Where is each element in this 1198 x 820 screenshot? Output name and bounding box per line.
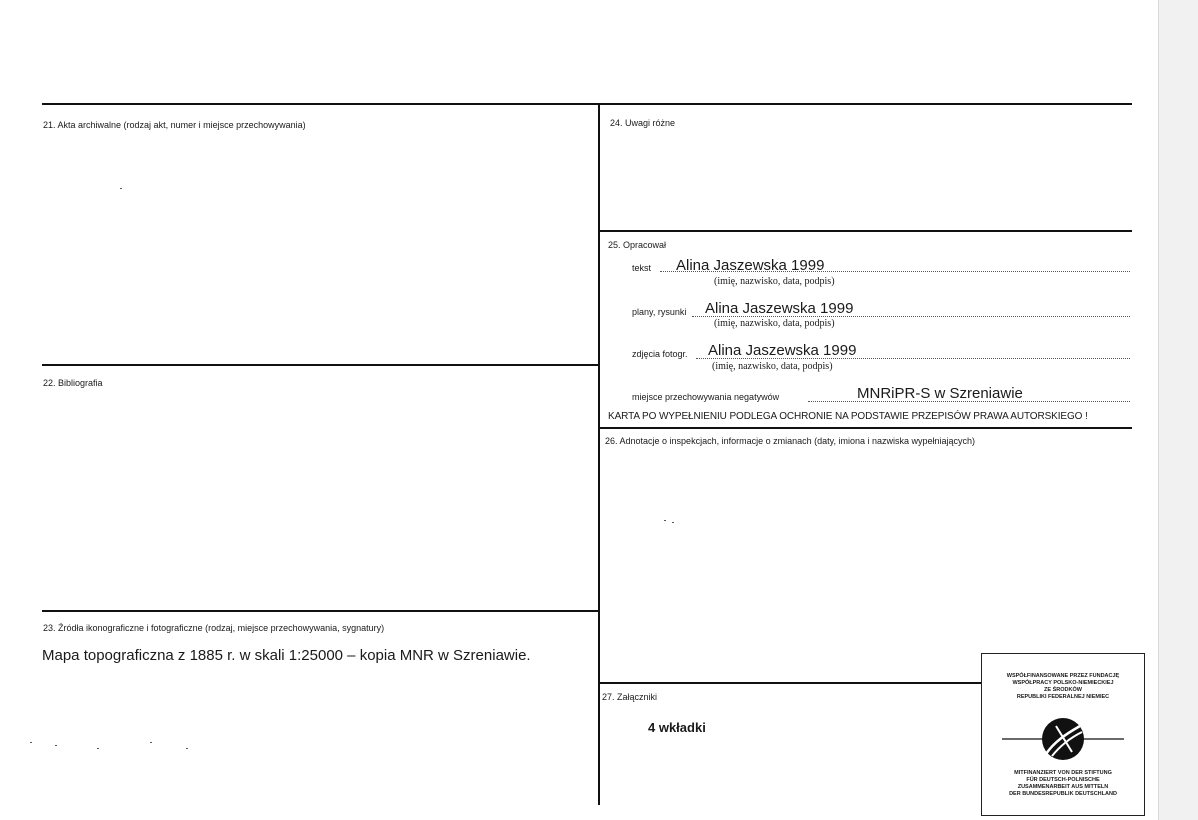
divider-24-25 xyxy=(600,230,1132,232)
foundation-logo-icon xyxy=(982,716,1144,762)
page-edge xyxy=(1158,0,1198,820)
section-21-label: 21. Akta archiwalne (rodzaj akt, numer i miejsce przechowywania) xyxy=(43,120,306,130)
negatywy-value: MNRiPR-S w Szreniawie xyxy=(857,385,1023,402)
center-divider xyxy=(598,103,600,805)
scan-speck xyxy=(97,748,99,749)
stamp-top-text: WSPÓŁFINANSOWANE PRZEZ FUNDACJĘ WSPÓŁPRACY POLSKO-NIEMIECKIEJ ZE ŚRODKÓW REPUBLIKI FEDERALNEJ NIEMIEC xyxy=(1006,673,1120,700)
scan-speck xyxy=(55,745,57,746)
section-26-label: 26. Adnotacje o inspekcjach, informacje o zmianach (daty, imiona i nazwiska wypełniających) xyxy=(605,436,976,446)
zdjecia-value: Alina Jaszewska 1999 xyxy=(708,342,857,359)
section-25-label: 25. Opracował xyxy=(608,240,667,250)
divider-25-26 xyxy=(600,427,1132,429)
tekst-label: tekst xyxy=(632,263,652,273)
scan-speck xyxy=(150,742,152,743)
section-22-label: 22. Bibliografia xyxy=(43,378,103,388)
section-24-label: 24. Uwagi różne xyxy=(610,118,676,128)
section-27-label: 27. Załączniki xyxy=(602,692,658,702)
divider-22-23 xyxy=(42,610,598,612)
zdjecia-hint: (imię, nazwisko, data, podpis) xyxy=(712,361,833,372)
section-27-value: 4 wkładki xyxy=(648,720,706,735)
section-23-value: Mapa topograficzna z 1885 r. w skali 1:25000 – kopia MNR w Szreniawie. xyxy=(42,647,531,664)
tekst-hint: (imię, nazwisko, data, podpis) xyxy=(714,276,835,287)
negatywy-label: miejsce przechowywania negatywów xyxy=(632,392,780,402)
scan-speck xyxy=(120,188,122,189)
tekst-value: Alina Jaszewska 1999 xyxy=(676,257,825,274)
stamp-bottom-text: MITFINANZIERT VON DER STIFTUNG FÜR DEUTSCH-POLNISCHE ZUSAMMENARBEIT AUS MITTELN DER BUNDESREPUBLIK DEUTSCHLAND xyxy=(1009,770,1117,797)
zdjecia-label: zdjęcia fotogr. xyxy=(632,349,688,359)
scan-speck xyxy=(664,520,666,521)
plany-value: Alina Jaszewska 1999 xyxy=(705,300,854,317)
plany-hint: (imię, nazwisko, data, podpis) xyxy=(714,318,835,329)
scan-speck xyxy=(186,748,188,749)
divider-21-22 xyxy=(42,364,598,366)
top-rule xyxy=(42,103,1132,105)
copyright-notice: KARTA PO WYPEŁNIENIU PODLEGA OCHRONIE NA PODSTAWIE PRZEPISÓW PRAWA AUTORSKIEGO ! xyxy=(608,411,1088,422)
divider-26-27 xyxy=(600,682,981,684)
funding-stamp xyxy=(981,653,1145,816)
scan-speck xyxy=(30,742,32,743)
scan-speck xyxy=(672,522,674,523)
plany-label: plany, rysunki xyxy=(632,307,687,317)
section-23-label: 23. Źródła ikonograficzne i fotograficzne (rodzaj, miejsce przechowywania, sygnatury) xyxy=(43,623,385,633)
